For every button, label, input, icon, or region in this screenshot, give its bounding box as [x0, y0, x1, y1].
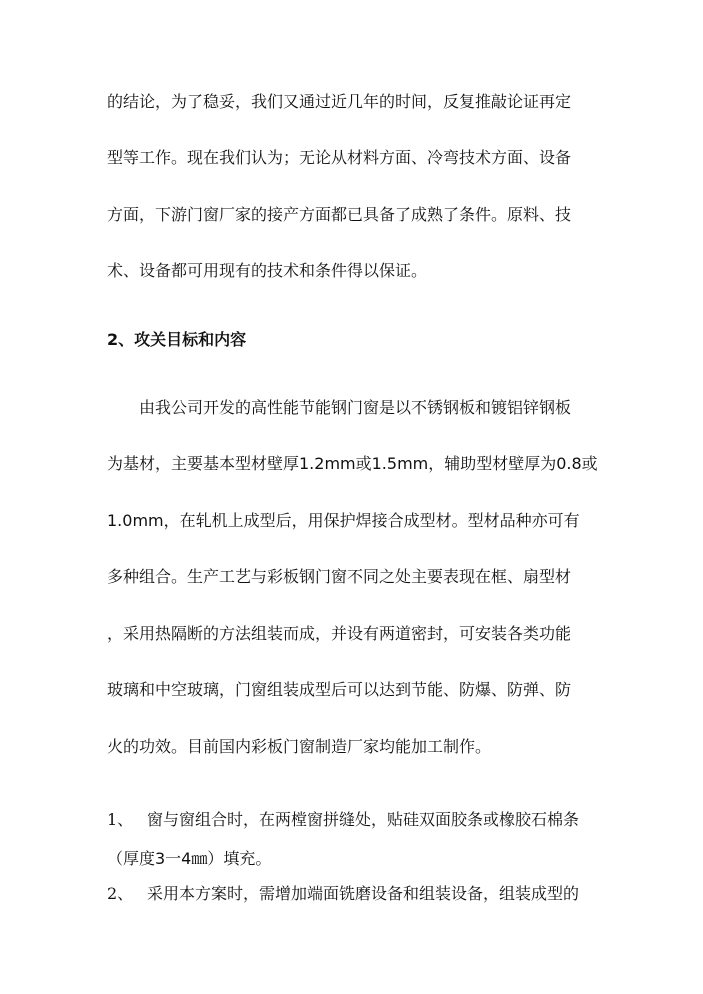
- list-item-text: 窗与窗组合时，在两樘窗拼缝处，贴硅双面胶条或橡胶石棉条: [147, 810, 580, 829]
- paragraph-line: 方面，下游门窗厂家的接产方面都已具备了成熟了条件。原料、技: [107, 205, 572, 224]
- paragraph-line: 多种组合。生产工艺与彩板钢门窗不同之处主要表现在框、扇型材: [107, 567, 572, 586]
- paragraph-line: 的结论，为了稳妥，我们又通过近几年的时间，反复推敲论证再定: [107, 92, 572, 111]
- list-item-number: 2、: [107, 884, 134, 903]
- paragraph-line: 由我公司开发的高性能节能钢门窗是以不锈钢板和镀铝锌钢板: [139, 398, 572, 417]
- paragraph-line: 玻璃和中空玻璃，门窗组装成型后可以达到节能、防爆、防弹、防: [107, 680, 572, 699]
- paragraph-line: 为基材，主要基本型材壁厚1.2mm或1.5mm，辅助型材壁厚为0.8或: [107, 454, 598, 473]
- list-item-number: 1、: [107, 810, 134, 829]
- list-item-text-continued: （厚度3一4㎜）填充。: [107, 849, 272, 868]
- paragraph-line: 型等工作。现在我们认为；无论从材料方面、冷弯技术方面、设备: [107, 148, 572, 167]
- paragraph-line: 火的功效。目前国内彩板门窗制造厂家均能加工制作。: [107, 737, 492, 756]
- paragraph-line: 术、设备都可用现有的技术和条件得以保证。: [107, 261, 428, 280]
- paragraph-line: ，采用热隔断的方法组装而成，并设有两道密封，可安装各类功能: [107, 624, 572, 643]
- paragraph-line: 1.0mm，在轧机上成型后，用保护焊接合成型材。型材品种亦可有: [107, 511, 580, 530]
- section-heading: 2、攻关目标和内容: [107, 330, 247, 349]
- list-item-text: 采用本方案时，需增加端面铣磨设备和组装设备，组装成型的: [147, 884, 580, 903]
